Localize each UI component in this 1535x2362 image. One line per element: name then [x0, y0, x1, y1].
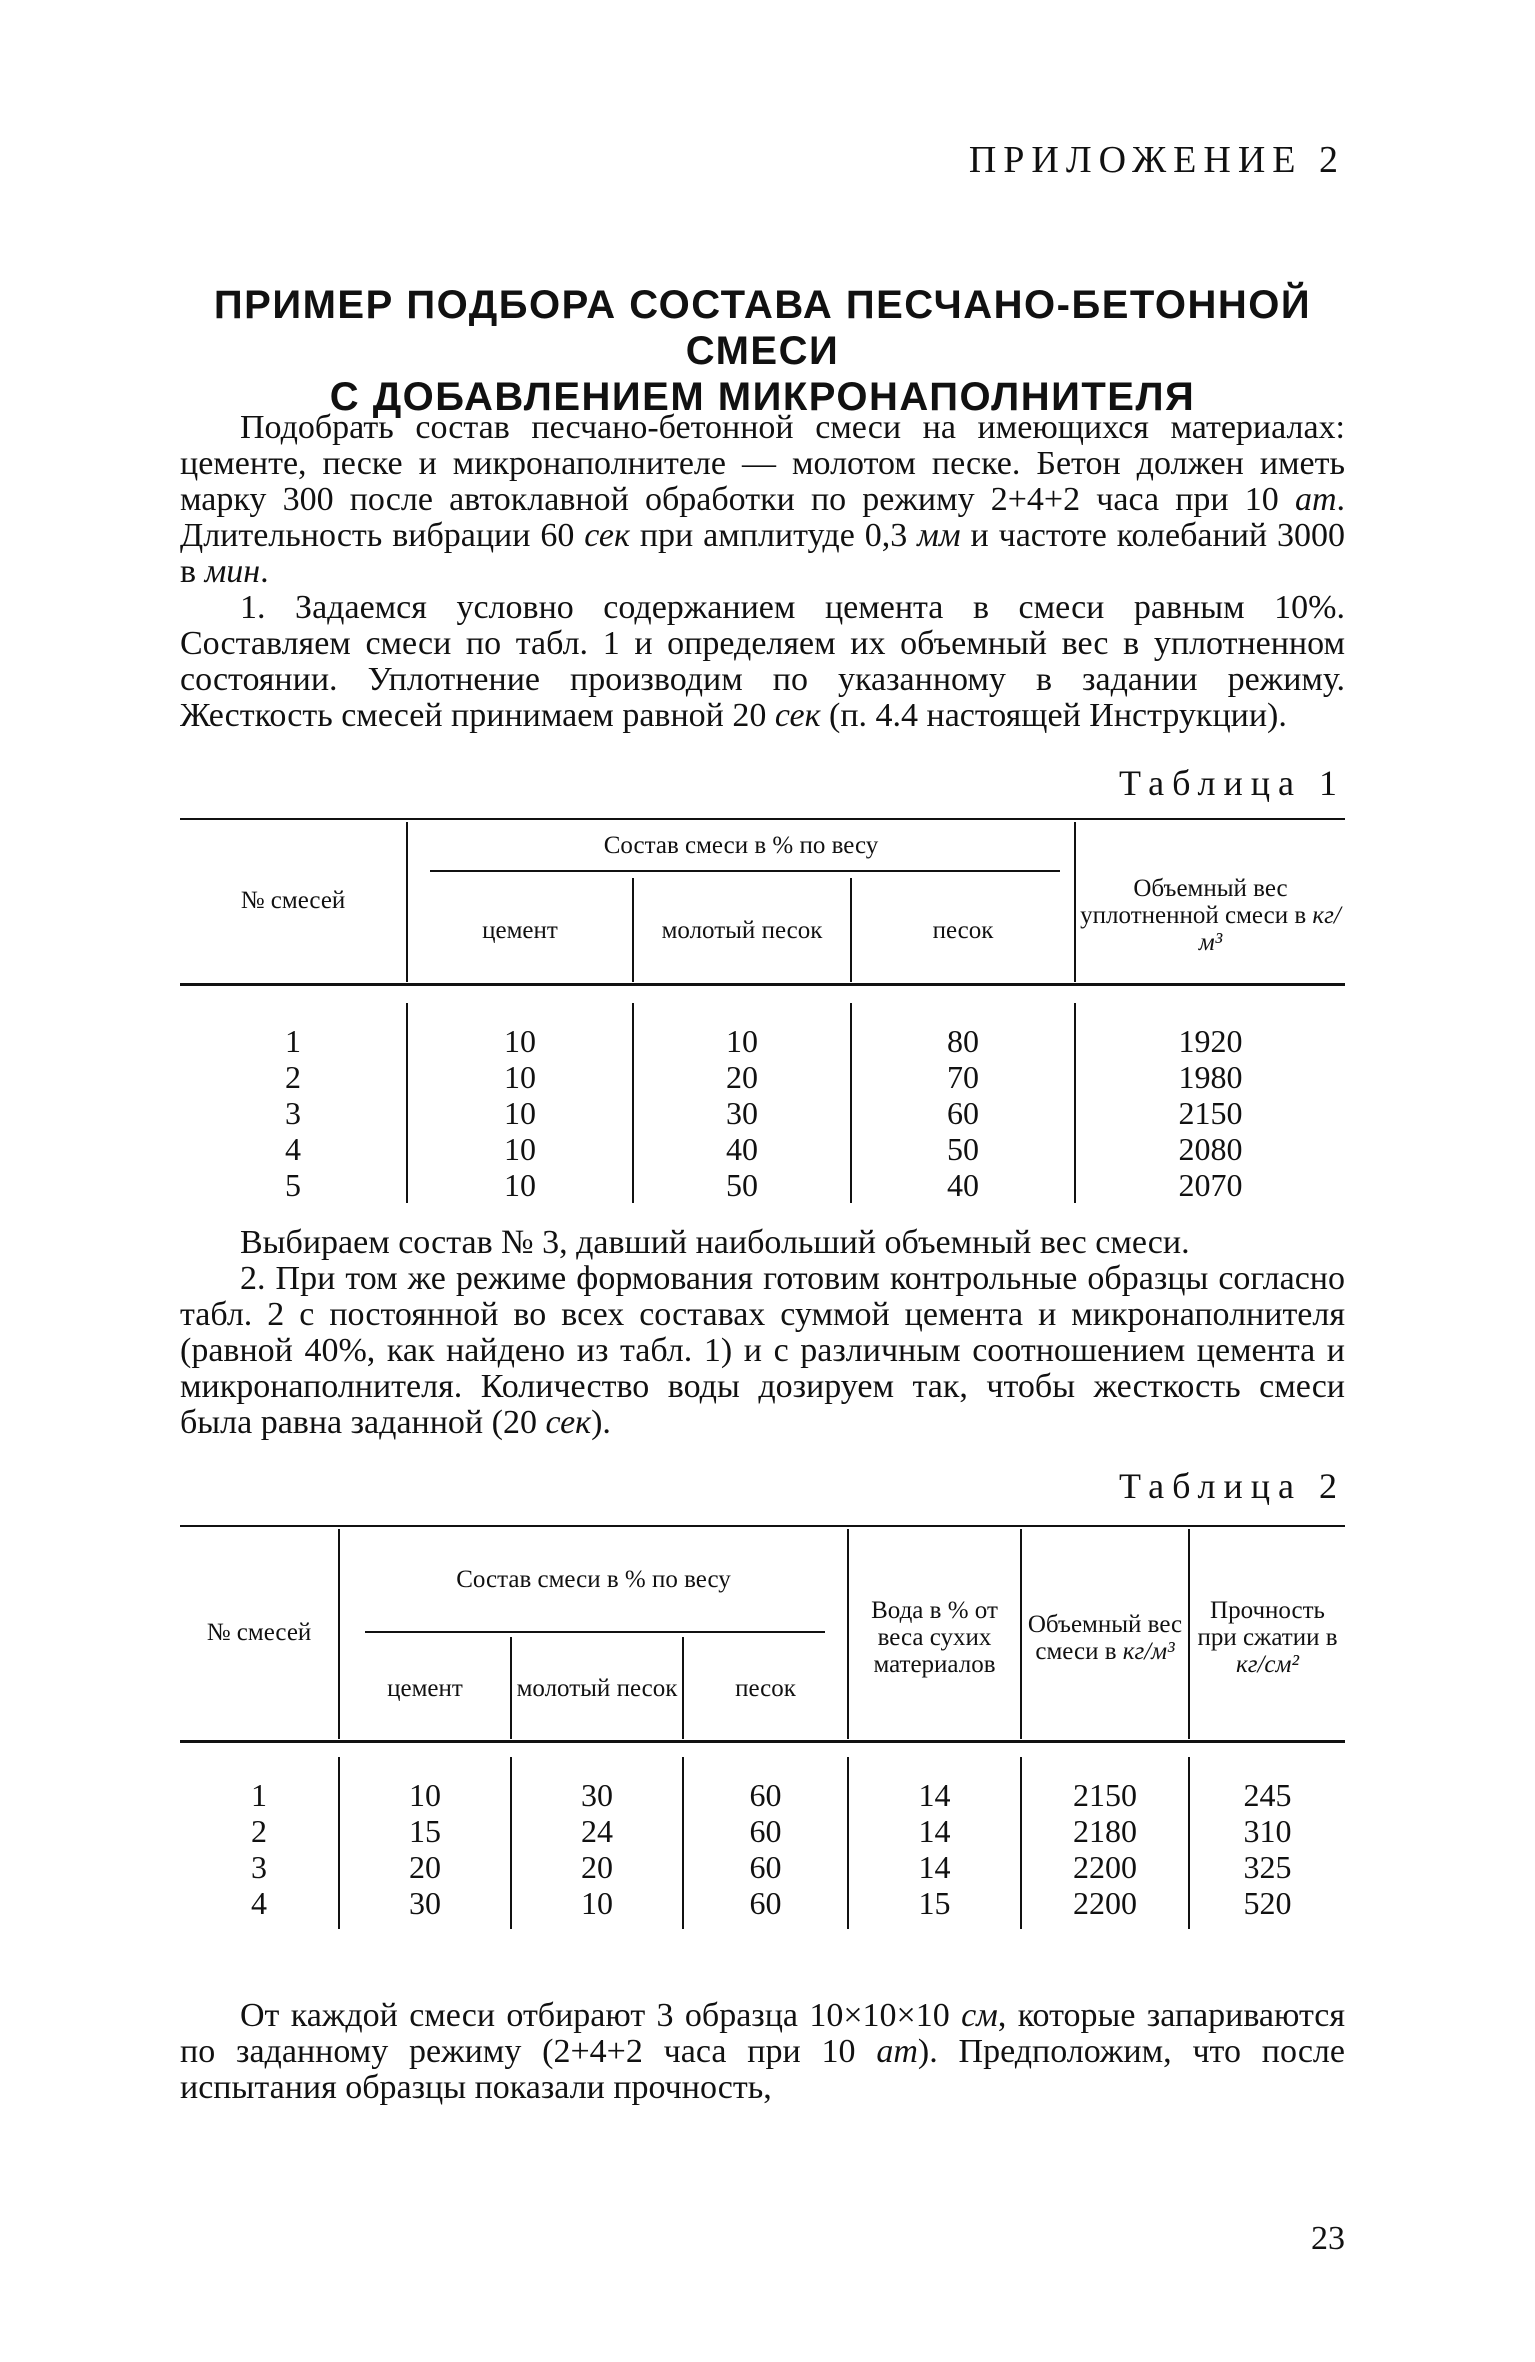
table-cell: 4: [251, 1885, 267, 1921]
t2-header-strength: Прочность при сжатии в кг/см²: [1197, 1597, 1338, 1678]
title-line-2: С ДОБАВЛЕНИЕМ МИКРОНАПОЛНИТЕЛЯ: [329, 375, 1196, 419]
table-cell: 60: [749, 1813, 782, 1849]
table-cell: 2: [251, 1813, 267, 1849]
table-cell: 40: [726, 1131, 758, 1167]
table-cell: 2150: [1073, 1777, 1137, 1813]
samples-paragraph: От каждой смеси отбирают 3 образца 10×10×10 см, которые запариваются по заданному режиму (2+4+2 часа при 10 ат). Предположим, что после испытания образцы показали прочность,: [180, 1997, 1345, 2106]
table-cell: 10: [504, 1131, 536, 1167]
table-cell: 10: [409, 1777, 441, 1813]
t2-header-num: № смесей: [206, 1619, 312, 1646]
table-1: [180, 818, 1345, 1208]
table-cell: 310: [1243, 1813, 1292, 1849]
table-cell: 2180: [1073, 1813, 1137, 1849]
appendix-label: ПРИЛОЖЕНИЕ 2: [968, 139, 1345, 181]
table-cell: 2080: [1178, 1131, 1243, 1167]
table-cell: 60: [749, 1885, 782, 1921]
t2-col-sand: [684, 1777, 847, 1921]
t1-col-ground-sand: [634, 1023, 850, 1203]
table-cell: 245: [1243, 1777, 1292, 1813]
table-cell: 2200: [1073, 1849, 1137, 1885]
table-cell: 70: [947, 1059, 979, 1095]
table-cell: 1920: [1178, 1023, 1243, 1059]
table-cell: 14: [918, 1777, 951, 1813]
table-cell: 5: [285, 1167, 301, 1203]
t2-col-num: [180, 1777, 338, 1921]
table-cell: 10: [504, 1167, 536, 1203]
t2-header-density: Объемный вес смеси в кг/м³: [1027, 1610, 1183, 1665]
t1-col-cement: [408, 1023, 632, 1203]
t1-header-composition: Состав смеси в % по весу: [603, 831, 879, 859]
table-cell: 60: [749, 1849, 782, 1885]
table-cell: 1980: [1178, 1059, 1243, 1095]
table-cell: 2: [285, 1059, 301, 1095]
table-2: [180, 1525, 1345, 1935]
table-cell: 10: [504, 1095, 536, 1131]
table-cell: 30: [726, 1095, 758, 1131]
t1-col-sand: [852, 1023, 1074, 1203]
page-number: 23: [1311, 2220, 1345, 2257]
document-page: [180, 0, 1345, 2362]
table-cell: 30: [409, 1885, 441, 1921]
table-cell: 2150: [1178, 1095, 1243, 1131]
t2-col-cement: [340, 1777, 510, 1921]
table-cell: 10: [504, 1059, 536, 1095]
table-cell: 3: [285, 1095, 301, 1131]
t2-header-ground-sand: молотый песок: [516, 1675, 678, 1702]
table-2-caption: Таблица 2: [1119, 1466, 1345, 1506]
table-cell: 15: [409, 1813, 441, 1849]
t2-col-density: [1022, 1777, 1188, 1921]
t2-header-composition: Состав смеси в % по весу: [456, 1565, 731, 1593]
document-title: [180, 282, 1345, 420]
table-cell: 30: [581, 1777, 613, 1813]
table-cell: 14: [918, 1849, 951, 1885]
t1-col-num: [180, 1023, 406, 1203]
t1-header-ground-sand: молотый песок: [661, 917, 823, 944]
table-cell: 60: [749, 1777, 782, 1813]
table-cell: 325: [1243, 1849, 1292, 1885]
t1-header-density: Объемный вес уплотненной смеси в кг/м³: [1080, 875, 1341, 956]
table-cell: 1: [285, 1023, 301, 1059]
table-cell: 60: [947, 1095, 979, 1131]
step-1-paragraph: 1. Задаемся условно содержанием цемента в смеси равным 10%. Составляем смеси по табл. 1 и определяем их объемный вес в уплотненном состоянии. Уплотнение производим по указанному в задании режиму. Жесткость смесей принимаем равной 20 сек (п. 4.4 настоящей Инструкции).: [180, 589, 1345, 734]
table-cell: 3: [251, 1849, 267, 1885]
t2-header-sand: песок: [735, 1675, 796, 1702]
table-cell: 4: [285, 1131, 301, 1167]
title-line-1: ПРИМЕР ПОДБОРА СОСТАВА ПЕСЧАНО-БЕТОННОЙ СМЕСИ: [213, 283, 1312, 373]
table-cell: 20: [581, 1849, 613, 1885]
t1-header-sand: песок: [932, 917, 994, 944]
table-cell: 24: [581, 1813, 613, 1849]
table-cell: 1: [251, 1777, 267, 1813]
table-cell: 10: [504, 1023, 536, 1059]
t1-col-density: [1076, 1023, 1345, 1203]
t2-col-strength: [1190, 1777, 1345, 1921]
t1-header-cement: цемент: [482, 917, 558, 944]
table-cell: 10: [581, 1885, 613, 1921]
intro-paragraph: Подобрать состав песчано-бетонной смеси на имеющихся материалах: цементе, песке и микронаполнителе — молотом песке. Бетон должен иметь марку 300 после автоклавной обработки по режиму 2+4+2 часа при 10 ат. Длительность вибрации 60 сек при амплитуде 0,3 мм и частоте колебаний 3000 в мин.: [180, 409, 1346, 590]
table-1-caption: Таблица 1: [1119, 763, 1345, 803]
table-cell: 20: [409, 1849, 441, 1885]
t2-col-ground-sand: [512, 1777, 682, 1921]
table-cell: 50: [726, 1167, 758, 1203]
table-cell: 2200: [1073, 1885, 1137, 1921]
choice-paragraph: Выбираем состав № 3, давший наибольший объемный вес смеси.: [240, 1224, 1190, 1261]
t1-header-num: № смесей: [240, 887, 346, 914]
table-cell: 15: [918, 1885, 951, 1921]
table-cell: 2070: [1178, 1167, 1243, 1203]
t2-col-water: [849, 1777, 1020, 1921]
table-cell: 10: [726, 1023, 758, 1059]
t2-header-water: Вода в % от веса сухих материалов: [871, 1597, 998, 1678]
t2-header-cement: цемент: [387, 1675, 463, 1702]
table-cell: 520: [1243, 1885, 1292, 1921]
table-cell: 40: [947, 1167, 979, 1203]
table-cell: 50: [947, 1131, 979, 1167]
table-cell: 20: [726, 1059, 758, 1095]
table-cell: 14: [918, 1813, 951, 1849]
step-2-paragraph: 2. При том же режиме формования готовим контрольные образцы согласно табл. 2 с постоянной во всех составах суммой цемента и микронаполнителя (равной 40%, как найдено из табл. 1) и с различным соотношением цемента и микронаполнителя. Количество воды дозируем так, чтобы жесткость смеси была равна заданной (20 сек).: [180, 1260, 1345, 1441]
table-cell: 80: [947, 1023, 979, 1059]
